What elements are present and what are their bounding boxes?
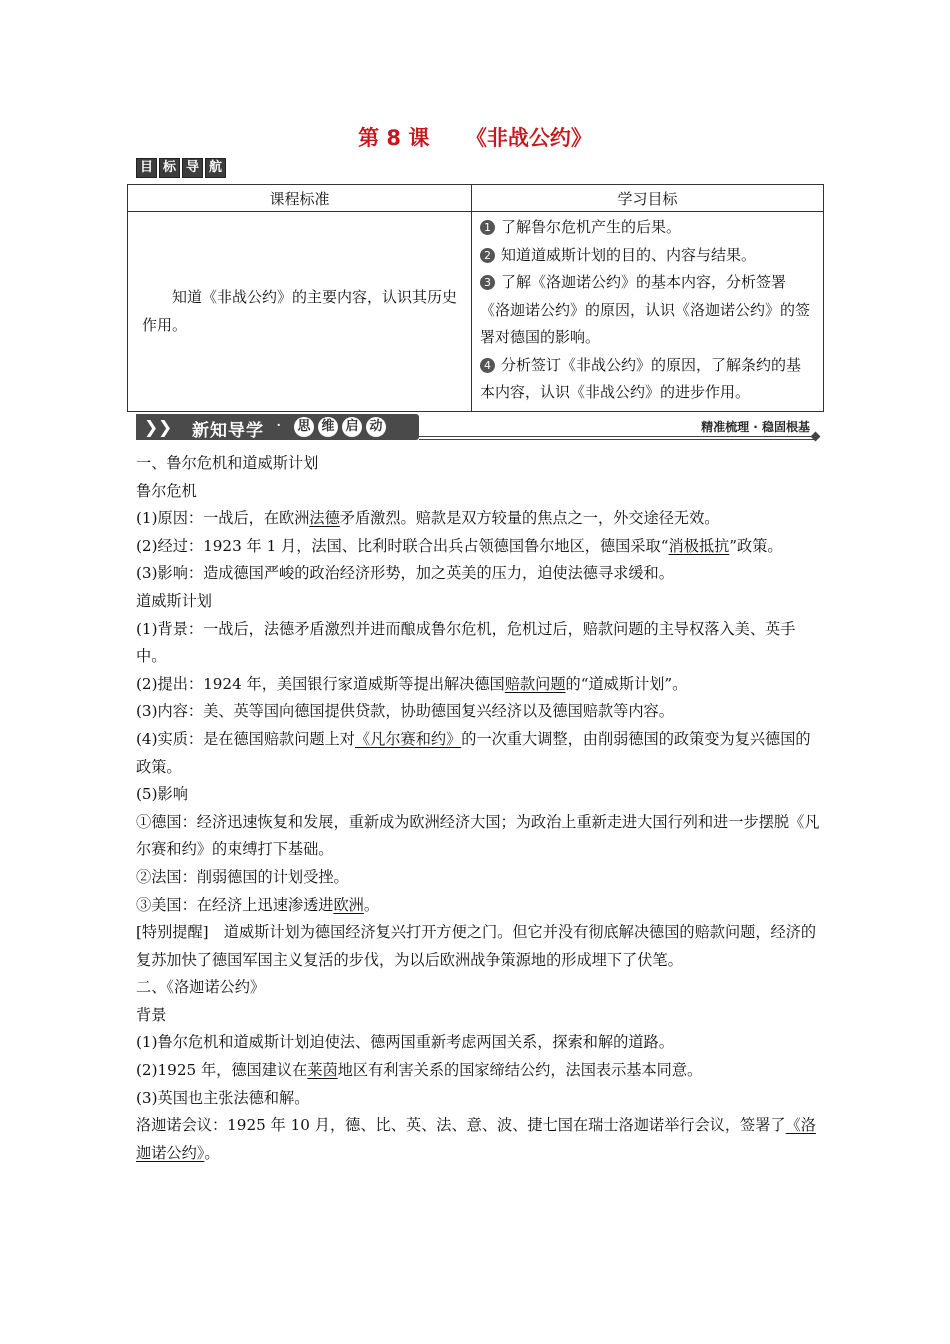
key-term: 《洛迦诺公约》 xyxy=(136,1116,816,1162)
paragraph: (3)内容：美、英等国向德国提供贷款，协助德国复兴经济以及德国赔款等内容。 xyxy=(136,702,674,721)
subsection-heading: 背景 xyxy=(136,1005,167,1024)
paragraph xyxy=(136,505,824,533)
lesson-name: 《非战公约》 xyxy=(465,126,592,150)
banner-dark-panel xyxy=(136,414,419,440)
paragraph: ②法国：削弱德国的计划受挫。 xyxy=(136,867,349,886)
key-term: 消极抵抗 xyxy=(668,536,730,555)
objective-text: 了解《洛迦诺公约》的基本内容，分析签署《洛迦诺公约》的原因，认识《洛迦诺公约》的签署对德国的影响。 xyxy=(480,273,811,346)
text: 。 xyxy=(363,895,379,914)
number-badge-icon: 3 xyxy=(480,275,495,290)
banner-circle-char: 动 xyxy=(366,417,386,437)
key-term: 莱茵 xyxy=(307,1061,338,1080)
section-banner xyxy=(136,414,824,444)
objective-item xyxy=(480,242,811,270)
paragraph xyxy=(136,726,824,781)
text: ③美国：在经济上迅速渗透进 xyxy=(136,895,334,914)
objective-item xyxy=(480,214,811,242)
text: 。 xyxy=(204,1143,220,1162)
lesson-content xyxy=(136,450,824,1167)
key-term: 法德 xyxy=(309,509,340,528)
objective-item xyxy=(480,269,811,352)
banner-title: 新知导学 xyxy=(192,421,264,441)
banner-rule xyxy=(419,439,815,440)
paragraph xyxy=(136,892,824,920)
text: (1)原因：一战后，在欧洲 xyxy=(136,509,310,528)
paragraph: ①德国：经济迅速恢复和发展，重新成为欧洲经济大国；为政治上重新走进大国行列和进一步摆脱《凡尔赛和约》的束缚打下基础。 xyxy=(136,812,820,859)
banner-separator: · xyxy=(276,416,282,436)
objective-item xyxy=(480,352,811,407)
paragraph: (1)鲁尔危机和道威斯计划迫使法、德两国重新考虑两国关系，探索和解的道路。 xyxy=(136,1033,674,1052)
chevron-right-icon: ❯ xyxy=(144,418,159,438)
chevron-right-icon: ❯ xyxy=(158,418,173,438)
paragraph xyxy=(136,671,824,699)
curriculum-standard-cell xyxy=(128,212,472,412)
key-term: 赔款问题 xyxy=(504,674,566,693)
goal-navigation-badge xyxy=(136,158,226,178)
goals-table xyxy=(127,184,824,412)
text: (2)经过：1923 年 1 月，法国、比利时联合出兵占领德国鲁尔地区，德国采取“ xyxy=(136,536,669,555)
header-curriculum-standard: 课程标准 xyxy=(128,185,472,212)
text: 洛迦诺会议：1925 年 10 月，德、比、英、法、意、波、捷七国在瑞士洛迦诺举行会议，签署了 xyxy=(136,1116,786,1135)
key-term: 欧洲 xyxy=(333,895,364,914)
text: 矛盾激烈。赔款是双方较量的焦点之一，外交途径无效。 xyxy=(339,509,720,528)
banner-circle-char: 思 xyxy=(294,417,314,437)
paragraph xyxy=(136,1057,824,1085)
text: 的一次重大调整，由削弱德国的政策变为复兴德国的政策。 xyxy=(136,729,811,776)
objective-text: 了解鲁尔危机产生的后果。 xyxy=(501,218,682,236)
subsection-heading: 道威斯计划 xyxy=(136,591,212,610)
text: ”政策。 xyxy=(729,536,783,555)
text: 的“道威斯计划”。 xyxy=(565,674,688,693)
curriculum-standard-text: 知道《非战公约》的主要内容，认识其历史作用。 xyxy=(142,288,458,335)
subsection-heading: 鲁尔危机 xyxy=(136,481,197,500)
paragraph: (5)影响 xyxy=(136,785,188,804)
paragraph: (3)英国也主张法德和解。 xyxy=(136,1088,310,1107)
banner-circle-char: 维 xyxy=(318,417,338,437)
badge-char: 标 xyxy=(159,158,180,178)
text: 地区有利害关系的国家缔结公约，法国表示基本同意。 xyxy=(337,1061,703,1080)
text: (2)1925 年，德国建议在 xyxy=(136,1061,308,1080)
paragraph: (3)影响：造成德国严峻的政治经济形势，加之英美的压力，迫使法德寻求缓和。 xyxy=(136,564,674,583)
section-heading: 二、《洛迦诺公约》 xyxy=(136,978,266,997)
objective-text: 知道道威斯计划的目的、内容与结果。 xyxy=(501,245,757,264)
lesson-number: 第 8 课 xyxy=(358,126,430,150)
page-title xyxy=(0,122,950,152)
text: (4)实质：是在德国赔款问题上对 xyxy=(136,729,355,748)
paragraph xyxy=(136,533,824,561)
badge-char: 目 xyxy=(136,158,157,178)
text: (2)提出：1924 年，美国银行家道威斯等提出解决德国 xyxy=(136,674,505,693)
special-tip: [特别提醒] 道威斯计划为德国经济复兴打开方便之门。但它并没有彻底解决德国的赔款问题，经济的复苏加快了德国军国主义复活的步伐，为以后欧洲战争策源地的形成埋下了伏笔。 xyxy=(136,923,817,969)
paragraph: (1)背景：一战后，法德矛盾激烈并进而酿成鲁尔危机，危机过后，赔款问题的主导权落入美、英手中。 xyxy=(136,619,796,666)
key-term: 《凡尔赛和约》 xyxy=(354,729,462,748)
banner-subtitle: 精准梳理 · 稳固根基 xyxy=(701,420,810,434)
number-badge-icon: 1 xyxy=(480,220,495,235)
number-badge-icon: 2 xyxy=(480,248,495,263)
banner-circle-char: 启 xyxy=(342,417,362,437)
section-heading: 一、鲁尔危机和道威斯计划 xyxy=(136,454,319,472)
header-learning-objectives: 学习目标 xyxy=(472,185,824,212)
banner-rule xyxy=(419,436,815,437)
number-badge-icon: 4 xyxy=(480,358,495,373)
badge-char: 航 xyxy=(205,158,226,178)
learning-objectives-cell xyxy=(472,212,824,412)
paragraph xyxy=(136,1112,824,1167)
badge-char: 导 xyxy=(182,158,203,178)
objective-text: 分析签订《非战公约》的原因，了解条约的基本内容，认识《非战公约》的进步作用。 xyxy=(480,355,802,401)
